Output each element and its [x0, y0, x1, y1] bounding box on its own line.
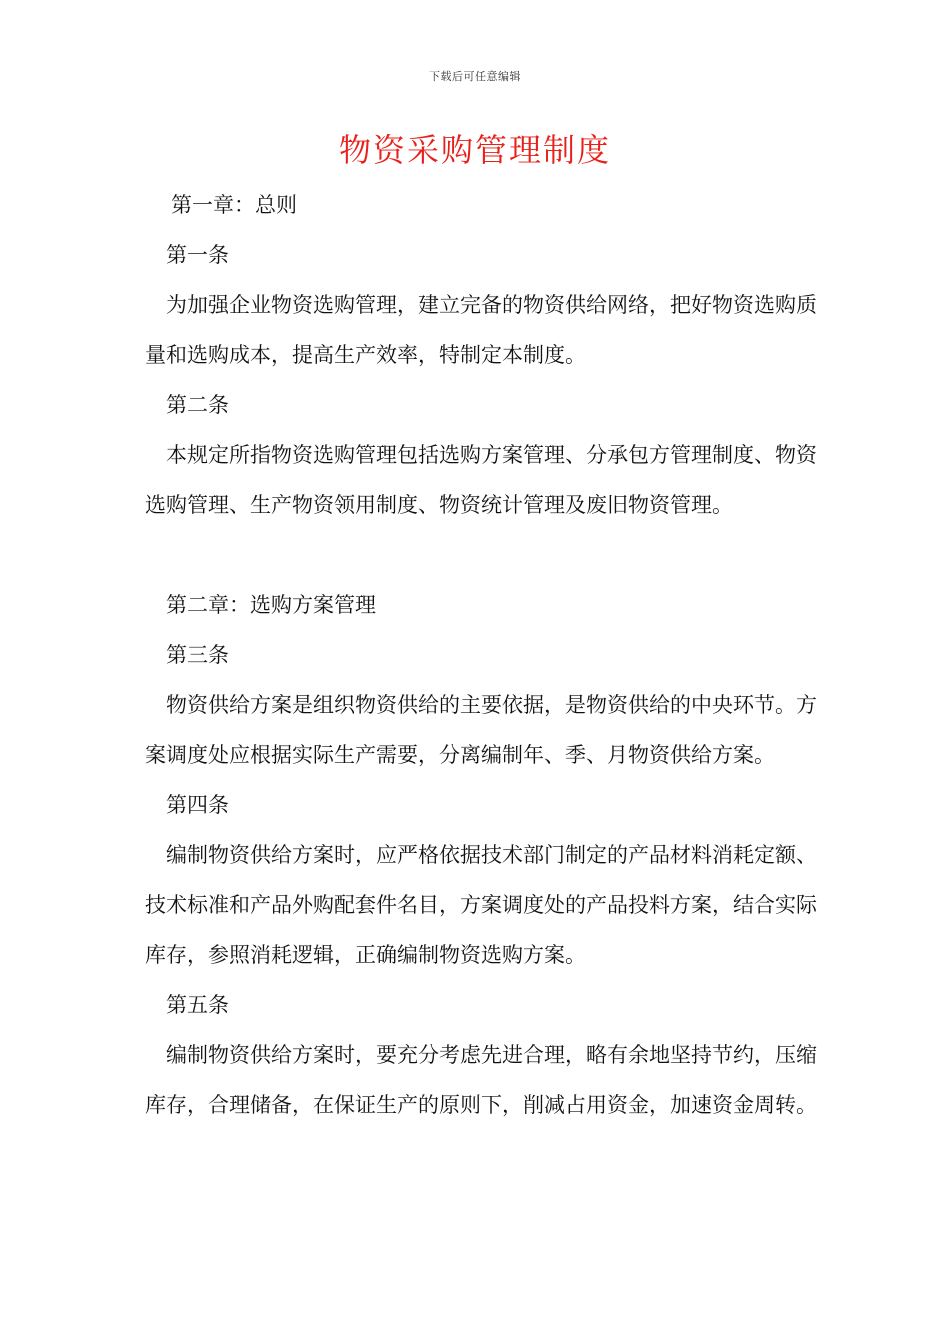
article-heading-3: 第三条 [166, 643, 229, 667]
article-heading-2: 第二条 [166, 393, 229, 417]
blank-line [145, 530, 825, 580]
header-note: 下载后可任意编辑 [429, 70, 521, 83]
article-text-1: 为加强企业物资选购管理，建立完备的物资供给网络，把好物资选购质量和选购成本，提高生产效率，特制定本制度。 [145, 293, 817, 367]
document-title: 物资采购管理制度 [338, 131, 611, 169]
document-body [145, 180, 825, 1130]
chapter-heading-1: 第一章：总则 [171, 193, 297, 217]
chapter-heading-2: 第二章：选购方案管理 [166, 593, 376, 617]
article-text-4: 编制物资供给方案时，应严格依据技术部门制定的产品材料消耗定额、技术标准和产品外购配套件名目，方案调度处的产品投料方案，结合实际库存，参照消耗逻辑，正确编制物资选购方案。 [145, 843, 817, 967]
article-heading-4: 第四条 [166, 793, 229, 817]
article-heading-5: 第五条 [166, 993, 229, 1017]
article-text-5: 编制物资供给方案时，要充分考虑先进合理，略有余地坚持节约，压缩库存，合理储备，在保证生产的原则下，削减占用资金，加速资金周转。 [145, 1043, 817, 1117]
article-text-2: 本规定所指物资选购管理包括选购方案管理、分承包方管理制度、物资选购管理、生产物资领用制度、物资统计管理及废旧物资管理。 [145, 443, 817, 517]
article-heading-1: 第一条 [166, 243, 229, 267]
article-text-3: 物资供给方案是组织物资供给的主要依据，是物资供给的中央环节。方案调度处应根据实际生产需要，分离编制年、季、月物资供给方案。 [145, 693, 817, 767]
